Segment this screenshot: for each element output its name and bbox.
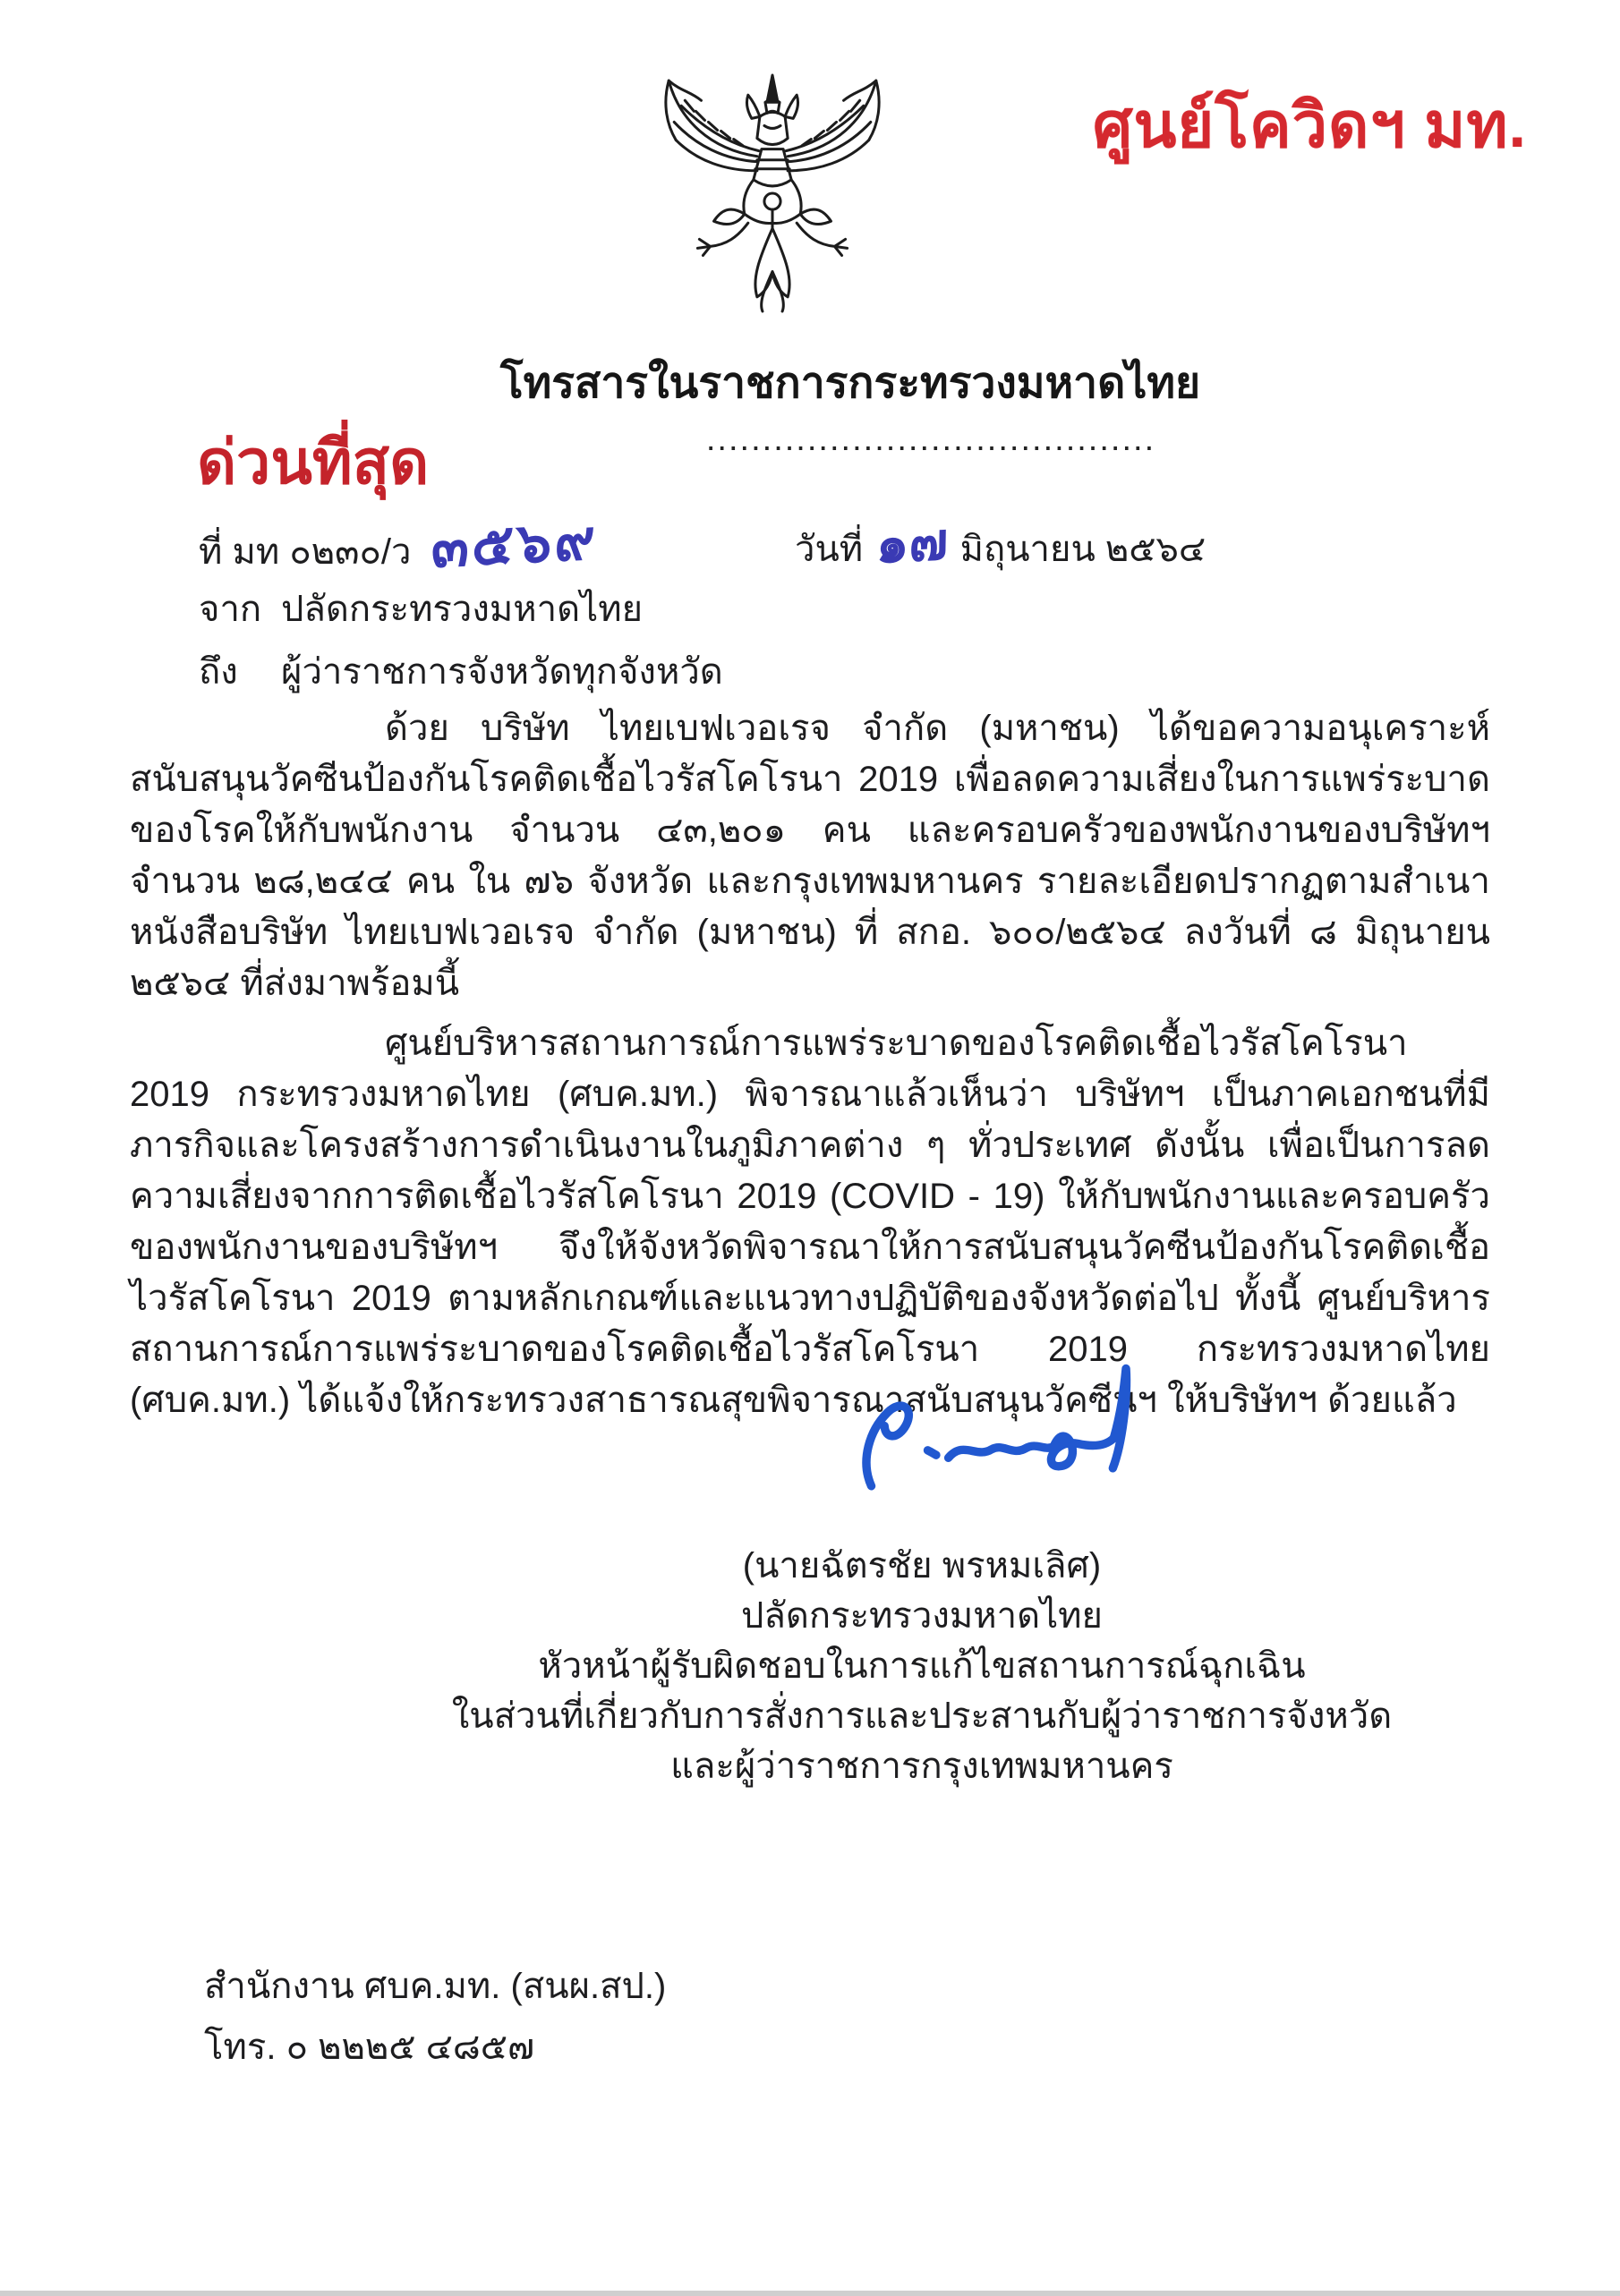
- to-value: ผู้ว่าราชการจังหวัดทุกจังหวัด: [281, 652, 723, 692]
- signer-position-1: ปลัดกระทรวงมหาดไทย: [740, 1596, 1103, 1636]
- document-title: โทรสารในราชการกระทรวงมหาดไทย: [499, 360, 1201, 407]
- doc-number-label: ที่ มท ๐๒๓๐/ว: [199, 532, 412, 572]
- footer-office: สำนักงาน ศบค.มท. (สนผ.สป.): [204, 1967, 667, 2006]
- from-label: จาก: [199, 590, 262, 629]
- signature-handwriting: [843, 1358, 1144, 1510]
- from-line: [199, 580, 643, 637]
- doc-number-line: [199, 501, 598, 589]
- date-line: [795, 501, 1206, 584]
- urgency-stamp: ด่วนที่สุด: [197, 429, 430, 497]
- signer-name: (นายฉัตรชัย พรหมเลิศ): [742, 1546, 1102, 1586]
- signer-block: [376, 1541, 1468, 1791]
- to-label: ถึง: [199, 652, 238, 692]
- date-label: วันที่: [795, 530, 864, 569]
- dotted-line: ........................................: [705, 421, 1156, 458]
- letter-body: [130, 703, 1490, 1435]
- footer-contact: [204, 1956, 666, 2078]
- doc-number-handwritten: ๓๕๖๙: [431, 509, 599, 580]
- from-value: ปลัดกระทรวงมหาดไทย: [281, 590, 644, 629]
- date-day-handwritten: ๑๗: [875, 512, 949, 574]
- date-month-year: มิถุนายน ๒๕๖๔: [959, 530, 1206, 569]
- signer-position-2: หัวหน้าผู้รับผิดชอบในการแก้ไขสถานการณ์ฉุกเฉิน: [538, 1646, 1306, 1686]
- to-line: [199, 642, 723, 700]
- footer-phone: โทร. ๐ ๒๒๒๕ ๔๘๕๗: [204, 2028, 535, 2067]
- body-paragraph-2: ศูนย์บริหารสถานการณ์การแพร่ระบาดของโรคติดเชื้อไวรัสโคโรนา 2019 กระทรวงมหาดไทย (ศบค.มท.) พิจารณาแล้วเห็นว่า บริษัทฯ เป็นภาคเอกชนที่มีภารกิจและโครงสร้างการดำเนินงานในภูมิภาคต่าง ๆ ทั่วประเทศ ดังนั้น เพื่อเป็นการลดความเสี่ยงจากการติดเชื้อไวรัสโคโรนา 2019 (COVID - 19) ให้กับพนักงานและครอบครัวของพนักงานของบริษัทฯ จึงให้จังหวัดพิจารณาให้การสนับสนุนวัคซีนป้องกันโรคติดเชื้อไวรัสโคโรนา 2019 ตามหลักเกณฑ์และแนวทางปฏิบัติของจังหวัดต่อไป ทั้งนี้ ศูนย์บริหารสถานการณ์การแพร่ระบาดของโรคติดเชื้อไวรัสโคโรนา 2019 กระทรวงมหาดไทย (ศบค.มท.) ได้แจ้งให้กระทรวงสาธารณสุขพิจารณาสนับสนุนวัคซีนฯ ให้บริษัทฯ ด้วยแล้ว: [130, 1024, 1490, 1420]
- body-paragraph-1: ด้วย บริษัท ไทยเบฟเวอเรจ จำกัด (มหาชน) ได้ขอความอนุเคราะห์สนับสนุนวัคซีนป้องกันโรคติดเชื้อไวรัสโคโรนา 2019 เพื่อลดความเสี่ยงในการแพร่ระบาดของโรคให้กับพนักงาน จำนวน ๔๓,๒๐๑ คน และครอบครัวของพนักงานของบริษัทฯ จำนวน ๒๘,๒๔๔ คน ใน ๗๖ จังหวัด และกรุงเทพมหานคร รายละเอียดปรากฏตามสำเนาหนังสือบริษัท ไทยเบฟเวอเรจ จำกัด (มหาชน) ที่ สกอ. ๖๐๐/๒๕๖๔ ลงวันที่ ๘ มิถุนายน ๒๕๖๔ ที่ส่งมาพร้อมนี้: [130, 709, 1490, 1003]
- garuda-emblem-icon: [650, 70, 895, 322]
- covid-center-stamp: ศูนย์โควิดฯ มท.: [1093, 90, 1527, 160]
- signer-position-4: และผู้ว่าราชการกรุงเทพมหานคร: [670, 1747, 1173, 1786]
- signer-position-3: ในส่วนที่เกี่ยวกับการสั่งการและประสานกับผู้ว่าราชการจังหวัด: [451, 1696, 1393, 1736]
